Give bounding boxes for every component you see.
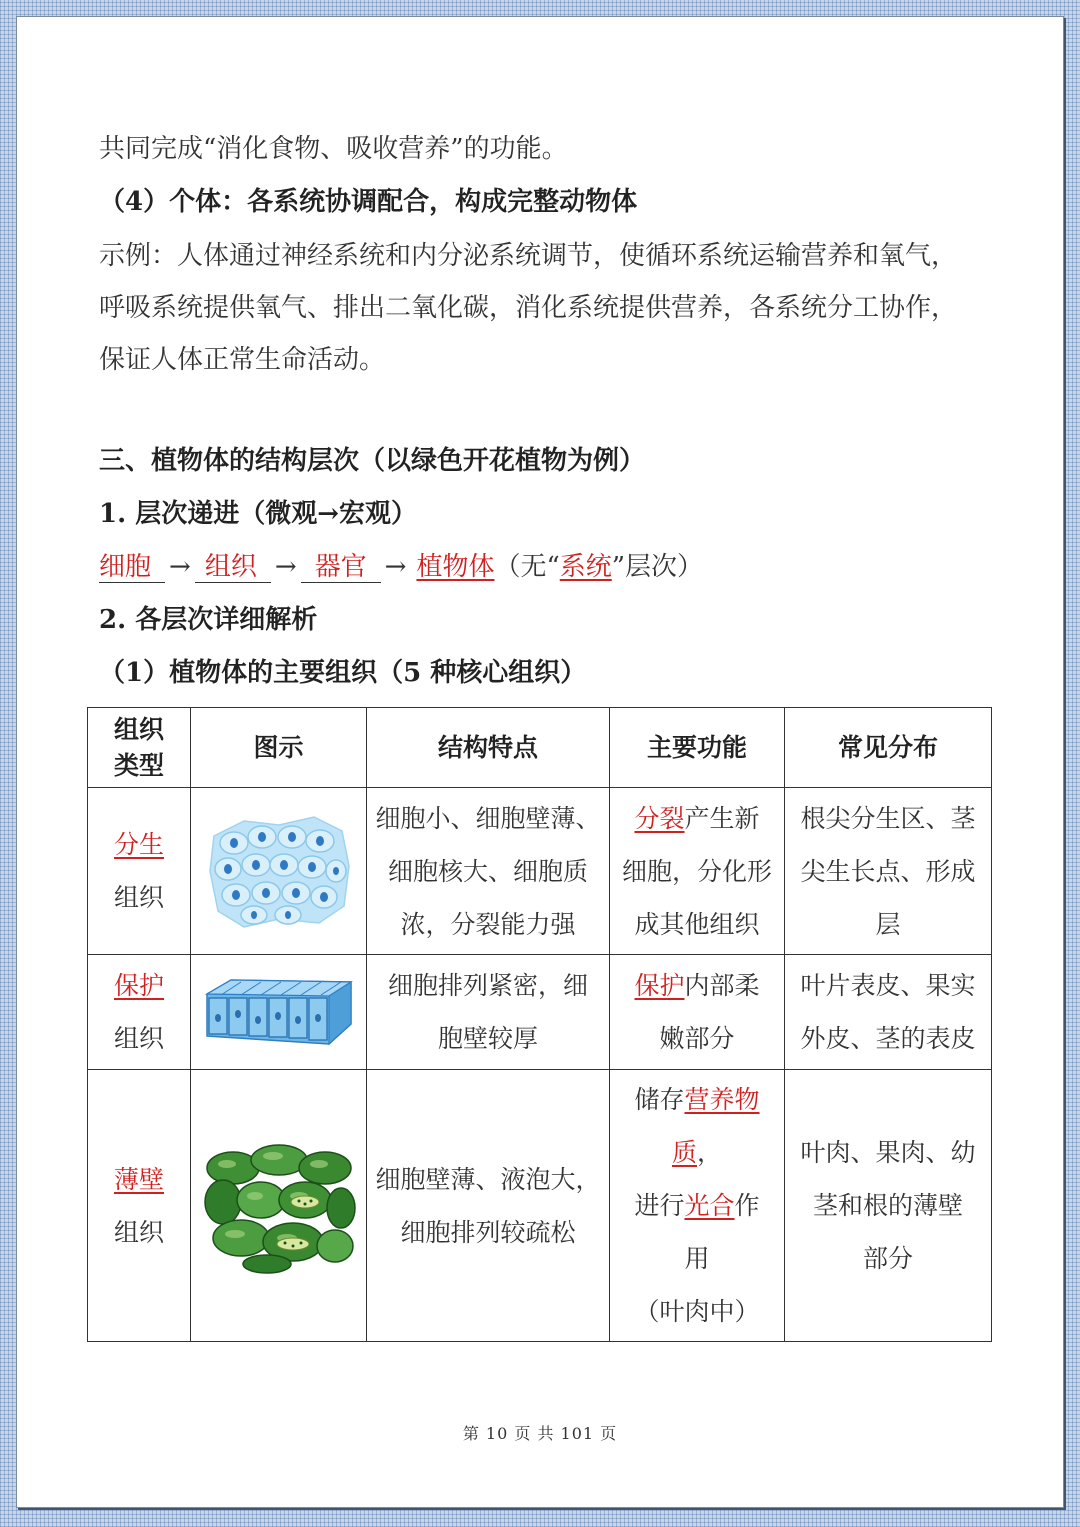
intro-line: 共同完成“消化食物、吸收营养”的功能。 [99,134,568,164]
tissue-type-cell: 薄壁 组织 [88,1070,191,1342]
tissue-type-cell: 保护 组织 [88,955,191,1070]
header-function: 主要功能 [610,708,785,788]
function-cell: 储存营养物 质， 进行光合作 用 （叶肉中） [610,1070,785,1342]
subheading-1: 1. 层次递进（微观→宏观） [99,499,417,529]
function-cell: 保护内部柔 嫩部分 [610,955,785,1070]
distribution-cell: 叶肉、果肉、幼 茎和根的薄壁 部分 [785,1070,992,1342]
section-title: 三、植物体的结构层次（以绿色开花植物为例） [99,446,646,476]
chain-plant-body: 植物体 [416,552,495,582]
table-row [88,955,992,1070]
distribution-cell: 根尖分生区、茎 尖生长点、形成 层 [785,788,992,955]
document-page [16,16,1064,1508]
chain-note-prefix: （无“ [494,552,560,582]
parenchyma-image [191,1070,367,1342]
example-line-3: 保证人体正常生命活动。 [99,345,386,375]
structure-cell: 细胞排列紧密，细 胞壁较厚 [367,955,610,1070]
parenchyma-tissue-illustration [201,1138,357,1274]
distribution-cell: 叶片表皮、果实 外皮、茎的表皮 [785,955,992,1070]
structure-cell: 细胞小、细胞壁薄、 细胞核大、细胞质 浓，分裂能力强 [367,788,610,955]
heading-individual: （4）个体：各系统协调配合，构成完整动物体 [99,187,638,217]
chain-arrow: → [169,552,191,582]
table-row [88,788,992,955]
header-image: 图示 [191,708,367,788]
hierarchy-chain [99,550,703,584]
chain-blank-organ: 器官 [301,552,381,583]
chain-arrow: → [384,552,407,582]
chain-blank-tissue: 组织 [195,552,271,583]
header-structure: 结构特点 [367,708,610,788]
meristem-image [191,788,367,955]
meristem-cells-illustration [204,811,354,931]
chain-note-suffix: ”层次） [611,552,704,582]
structure-cell: 细胞壁薄、液泡大， 细胞排列较疏松 [367,1070,610,1342]
protective-tissue-illustration [201,974,357,1050]
subheading-2-1: （1）植物体的主要组织（5 种核心组织） [99,658,587,688]
tissue-type-cell: 分生 组织 [88,788,191,955]
function-cell: 分裂产生新 细胞，分化形 成其他组织 [610,788,785,955]
table-row [88,1070,992,1342]
chain-note-system: 系统 [559,552,612,582]
table-header-row [88,708,992,788]
subheading-2: 2. 各层次详细解析 [99,605,318,635]
chain-arrow: → [274,552,297,582]
page-footer: 第 10 页 共 101 页 [462,1424,618,1443]
header-type: 组织 类型 [88,708,191,788]
header-distribution: 常见分布 [785,708,992,788]
example-line-2: 呼吸系统提供氧气、排出二氧化碳，消化系统提供营养，各系统分工协作， [99,293,958,323]
tissue-table [87,707,992,1342]
chain-blank-cell: 细胞 [99,552,165,583]
example-line-1: 示例：人体通过神经系统和内分泌系统调节，使循环系统运输营养和氧气， [99,241,958,271]
protective-image [191,955,367,1070]
